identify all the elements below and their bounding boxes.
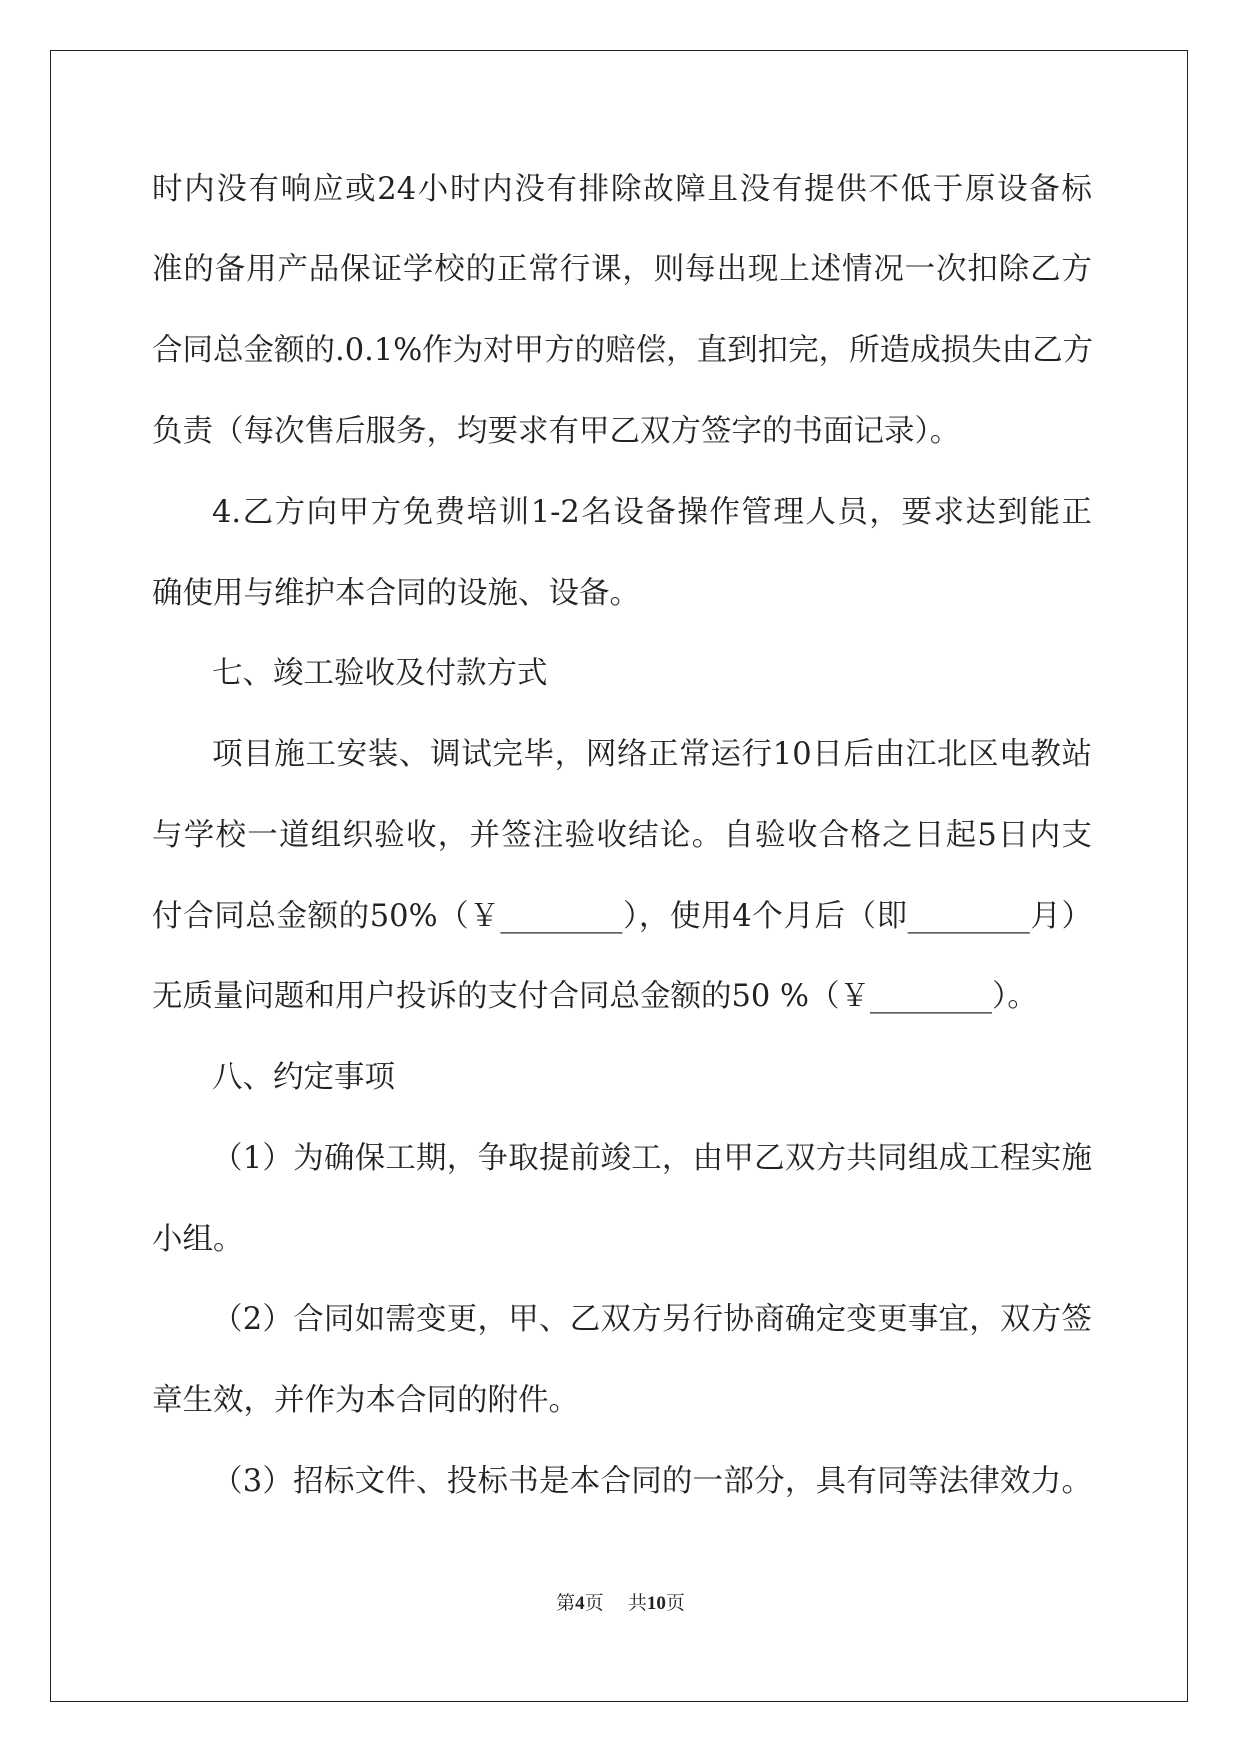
footer-page-number: 4	[575, 1593, 585, 1614]
body-line-3: 合同总金额的.0.1%作为对甲方的赔偿，直到扣完，所造成损失由乙方	[152, 333, 1094, 368]
acceptance-line-2: 与学校一道组织验收，并签注验收结论。自验收合格之日起5日内支	[152, 818, 1092, 853]
item-4-line-1: 4.乙方向甲方免费培训1-2名设备操作管理人员，要求达到能正	[212, 495, 1092, 530]
page-border	[50, 50, 1188, 1702]
item-4-line-2: 确使用与维护本合同的设施、设备。	[152, 576, 640, 611]
acceptance-line-3: 付合同总金额的50%（￥________），使用4个月后（即________月）	[152, 899, 1092, 934]
footer-prefix: 第	[556, 1592, 576, 1614]
clause-2-line-1: （2）合同如需变更，甲、乙双方另行协商确定变更事宜，双方签	[212, 1302, 1092, 1337]
body-line-2: 准的备用产品保证学校的正常行课，则每出现上述情况一次扣除乙方	[152, 252, 1092, 287]
clause-2-line-2: 章生效，并作为本合同的附件。	[152, 1383, 579, 1418]
footer-total-prefix: 共	[627, 1592, 647, 1614]
body-line-4: 负责（每次售后服务，均要求有甲乙双方签字的书面记录）。	[152, 414, 961, 449]
body-line-1: 时内没有响应或24小时内没有排除故障且没有提供不低于原设备标	[152, 172, 1092, 207]
clause-1-line-2: 小组。	[152, 1222, 244, 1257]
page-footer	[0, 1588, 1241, 1615]
clause-1-line-1: （1）为确保工期，争取提前竣工，由甲乙双方共同组成工程实施	[212, 1141, 1092, 1176]
acceptance-line-1: 项目施工安装、调试完毕，网络正常运行10日后由江北区电教站	[212, 737, 1092, 772]
acceptance-line-4: 无质量问题和用户投诉的支付合同总金额的50 %（￥________）。	[152, 979, 1038, 1014]
section-heading-8: 八、约定事项	[212, 1060, 395, 1095]
footer-page-unit: 页	[584, 1592, 604, 1614]
footer-total-unit: 页	[665, 1592, 685, 1614]
clause-3-line-1: （3）招标文件、投标书是本合同的一部分，具有同等法律效力。	[212, 1464, 1092, 1499]
footer-total-pages: 10	[646, 1593, 666, 1614]
section-heading-7: 七、竣工验收及付款方式	[212, 656, 548, 691]
